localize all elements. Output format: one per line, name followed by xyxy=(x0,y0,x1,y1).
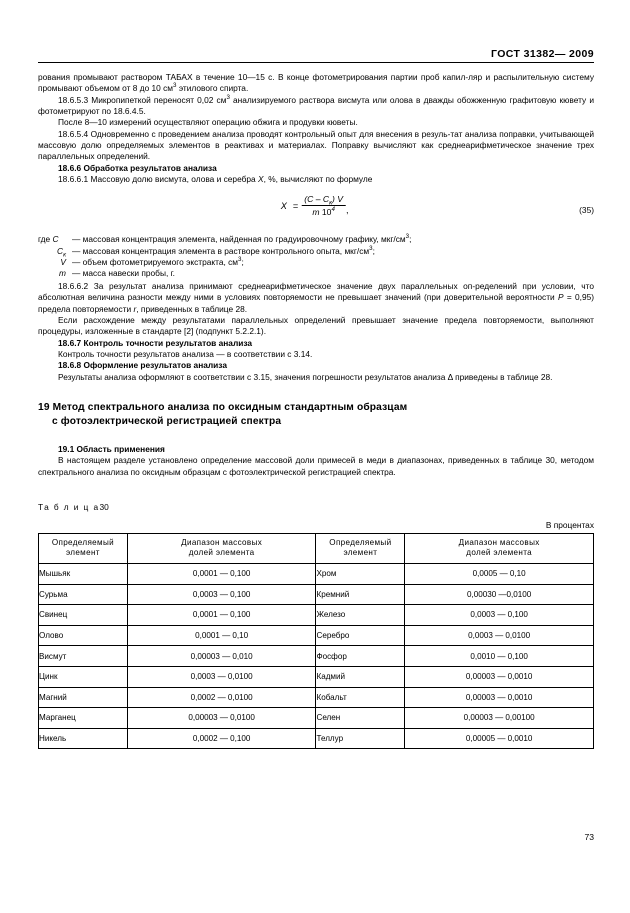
table-header-row xyxy=(39,533,594,563)
superscript-cubic: 3 xyxy=(405,233,410,241)
paragraph-19-1-body: В настоящем разделе установлено определение массовой доли примесей в меди в диапазонах, приведенных в таблице 30, методом спектрального анализа по оксидным образцам с фотоэлектрической регистрацией спектра. xyxy=(38,455,594,477)
cell-element-left: Цинк xyxy=(39,666,128,687)
cell-range-left: 0,0003 — 0,100 xyxy=(127,584,316,605)
legend-symbol xyxy=(38,268,72,279)
cell-range-left: 0,0001 — 0,100 xyxy=(127,605,316,626)
cell-element-right: Селен xyxy=(316,708,405,729)
header-range-left xyxy=(127,533,316,563)
legend-definition-tail: ; xyxy=(372,245,375,256)
paragraph-18-6-5-3-pre: 18.6.5.3 Микропипеткой переносят 0,02 см xyxy=(58,94,227,105)
cell-range-right: 0,00030 —0,0100 xyxy=(405,584,594,605)
cell-element-right: Железо xyxy=(316,605,405,626)
heading-19-1: 19.1 Область применения xyxy=(58,443,165,454)
paragraph-18-6-6-2-post: , приведенных в таблице 28. xyxy=(136,303,248,314)
cell-element-left: Марганец xyxy=(39,708,128,729)
paragraph-18-6-8-pre: Результаты анализа оформляют в соответствии с 3.15, значения погрешности результатов анализа xyxy=(58,371,448,382)
cell-range-left: 0,0003 — 0,0100 xyxy=(127,666,316,687)
table-caption-word: Та б л и ц а xyxy=(38,501,100,512)
cell-element-left: Магний xyxy=(39,687,128,708)
formula-lhs: X xyxy=(280,200,287,211)
paragraph-measurements: После 8—10 измерений осуществляют операцию обжига и продувки кюветы. xyxy=(58,117,358,128)
cell-range-left: 0,0001 — 0,10 xyxy=(127,625,316,646)
header-range-right xyxy=(405,533,594,563)
legend-symbol-glyph: C xyxy=(57,245,64,256)
formula-numerator-pre: (C – C xyxy=(304,194,330,205)
cell-element-left: Мышьяк xyxy=(39,563,128,584)
paragraph-continued-line2-post: этилового спирта. xyxy=(176,83,249,94)
cell-range-right: 0,00003 — 0,0010 xyxy=(405,687,594,708)
paragraph-continued-line1: рования промывают раствором ТАБАХ в течение 10—15 с. В конце фотометрирования партии проб капил- xyxy=(38,72,469,82)
section-19-title-line1: 19 Метод спектрального анализа по оксидным стандартным образцам xyxy=(38,401,408,413)
cell-element-right: Кадмий xyxy=(316,666,405,687)
table-row xyxy=(39,625,594,646)
header-range-left-l1: Диапазон массовых xyxy=(181,537,263,547)
header-range-left-l2: долей элемента xyxy=(188,548,255,558)
superscript-cubic: 3 xyxy=(238,255,242,263)
formula-denominator xyxy=(301,206,346,217)
legend-symbol-glyph: V xyxy=(60,256,66,267)
table-row xyxy=(39,584,594,605)
paragraph-18-6-5-3-post: анализируемого раствора висмута или олова в дважды обожженную графитовую кювету и фотометрируют по 18.6.4.5. xyxy=(38,94,594,117)
formula-denominator-base: 10 xyxy=(321,207,332,218)
legend-definition-text: — объем фотометрируемого экстракта, см xyxy=(72,256,239,267)
cell-range-right: 0,00005 — 0,0010 xyxy=(405,728,594,749)
running-header: ГОСТ 31382— 2009 xyxy=(490,48,594,60)
cell-element-right: Кремний xyxy=(316,584,405,605)
cell-element-left: Никель xyxy=(39,728,128,749)
heading-18-6-6: 18.6.6 Обработка результатов анализа xyxy=(58,162,217,173)
section-19-title xyxy=(38,401,594,430)
paragraph-18-6-5-4: 18.6.5.4 Одновременно с проведением анализа проводят контрольный опыт для внесения в резуль-тат анализа поправки, учитывающей массовую долю определяемых элементов в реактивах и материалах. Поправку вычисляют как среднеарифметическое значение трех параллельных определений. xyxy=(38,128,594,162)
formula-numerator xyxy=(301,194,346,206)
paragraph-continued-line2-pre: ляр и распылительную систему промывают объемом от 8 до 10 см xyxy=(38,72,594,94)
formula-denominator-m: m xyxy=(312,207,320,218)
legend-intro-word: где xyxy=(38,234,51,245)
variable-x: X xyxy=(258,174,264,185)
formula-legend xyxy=(38,234,594,278)
header-divider xyxy=(38,62,594,63)
superscript-cubic: 3 xyxy=(226,93,230,101)
table-row xyxy=(39,687,594,708)
paragraph-18-6-6-1-pre: 18.6.6.1 Массовую долю висмута, олова и серебра xyxy=(58,174,258,185)
header-element-left xyxy=(39,533,128,563)
formula-number: (35) xyxy=(579,205,594,216)
legend-row xyxy=(38,246,594,257)
cell-range-right: 0,0010 — 0,100 xyxy=(405,646,594,667)
legend-symbol xyxy=(38,257,72,268)
cell-range-right: 0,0005 — 0,10 xyxy=(405,563,594,584)
formula-block xyxy=(38,192,594,228)
cell-range-left: 0,0001 — 0,100 xyxy=(127,563,316,584)
cell-range-left: 0,00003 — 0,0100 xyxy=(127,708,316,729)
legend-symbol-glyph: m xyxy=(59,267,66,278)
formula-numerator-post: ) V xyxy=(332,194,343,205)
cell-range-left: 0,00003 — 0,010 xyxy=(127,646,316,667)
page-content xyxy=(38,0,594,749)
symbol-delta: Δ xyxy=(447,371,453,382)
heading-18-6-7: 18.6.7 Контроль точности результатов анализа xyxy=(58,337,253,348)
cell-element-left: Олово xyxy=(39,625,128,646)
formula-trailing-comma: , xyxy=(345,205,349,216)
formula-numerator-sub: к xyxy=(329,200,333,208)
legend-row xyxy=(38,234,594,245)
formula-denominator-exponent: 4 xyxy=(331,206,335,214)
table-caption xyxy=(38,502,594,512)
page-number: 73 xyxy=(584,832,594,842)
heading-18-6-8: 18.6.8 Оформление результатов анализа xyxy=(58,360,227,371)
header-range-right-l2: долей элемента xyxy=(466,548,533,558)
legend-symbol-subscript: к xyxy=(63,251,66,259)
header-element-left-l1: Определяемый xyxy=(51,537,114,547)
table-30 xyxy=(38,533,594,749)
legend-row xyxy=(38,257,594,268)
paragraph-repeatability: Если расхождение между результатами параллельных определений превышает значение предела повторяемости, выполняют процедуры, изложенные в стандарте [2] (подпункт 5.2.2.1). xyxy=(38,314,594,337)
paragraph-18-6-5-3 xyxy=(38,95,594,118)
table-body xyxy=(39,563,594,748)
cell-element-right: Серебро xyxy=(316,625,405,646)
header-range-right-l1: Диапазон массовых xyxy=(458,537,540,547)
paragraph-18-6-8-body xyxy=(38,372,594,383)
legend-symbol xyxy=(38,246,72,257)
legend-symbol xyxy=(38,234,72,245)
cell-element-left: Свинец xyxy=(39,605,128,626)
table-row xyxy=(39,563,594,584)
table-caption-number: 30 xyxy=(99,501,109,512)
formula-equals: = xyxy=(292,200,299,211)
cell-element-right: Фосфор xyxy=(316,646,405,667)
paragraph-18-6-6-2-pre: 18.6.6.2 За результат анализа принимают среднеарифметическое значение двух параллельных оп-ределений при условии, что абсолютная величина разности между ними в условиях повторяемости не превышает значений (при доверительной вероятности xyxy=(38,280,594,303)
paragraph-18-6-6-1 xyxy=(38,174,594,185)
paragraph-continued xyxy=(38,72,594,95)
table-units-note: В процентах xyxy=(545,519,594,530)
legend-definition xyxy=(72,257,594,268)
paragraph-18-6-6-2 xyxy=(38,281,594,315)
legend-definition-tail: ; xyxy=(241,256,244,267)
cell-element-right: Теллур xyxy=(316,728,405,749)
table-row xyxy=(39,646,594,667)
legend-definition-text: — массовая концентрация элемента в растворе контрольного опыта, мкг/см xyxy=(72,245,370,256)
legend-definition-text: — масса навески пробы, г. xyxy=(72,267,175,278)
header-element-right-l1: Определяемый xyxy=(329,537,392,547)
header-element-left-l2: элемент xyxy=(65,548,100,558)
cell-range-right: 0,00003 — 0,0010 xyxy=(405,666,594,687)
table-row xyxy=(39,666,594,687)
cell-element-left: Висмут xyxy=(39,646,128,667)
cell-range-right: 0,0003 — 0,100 xyxy=(405,605,594,626)
paragraph-18-6-6-1-post: , %, вычисляют по формуле xyxy=(263,174,373,185)
table-row xyxy=(39,708,594,729)
cell-range-right: 0,0003 — 0,0100 xyxy=(405,625,594,646)
legend-definition xyxy=(72,268,594,279)
table-row xyxy=(39,728,594,749)
legend-definition xyxy=(72,234,594,245)
cell-range-right: 0,00003 — 0,00100 xyxy=(405,708,594,729)
cell-range-left: 0,0002 — 0,0100 xyxy=(127,687,316,708)
variable-p: P xyxy=(557,292,564,303)
paragraph-18-6-6-2-mid: = 0,95) предела повторяемости xyxy=(38,292,594,314)
formula-35 xyxy=(281,194,349,217)
legend-symbol-glyph: C xyxy=(52,234,59,245)
formula-fraction xyxy=(301,194,346,217)
legend-definition-tail: ; xyxy=(409,234,412,245)
paragraph-18-6-7-body: Контроль точности результатов анализа — в соответствии с 3.14. xyxy=(58,348,313,359)
legend-definition xyxy=(72,246,594,257)
header-element-right-l2: элемент xyxy=(343,548,378,558)
table-head xyxy=(39,533,594,563)
section-19-title-line2: с фотоэлектрической регистрацией спектра xyxy=(52,416,282,428)
variable-r: r xyxy=(133,303,137,314)
cell-element-left: Сурьма xyxy=(39,584,128,605)
table-row xyxy=(39,605,594,626)
legend-definition-text: — массовая концентрация элемента, найденная по градуировочному графику, мкг/см xyxy=(72,234,406,245)
cell-range-left: 0,0002 — 0,100 xyxy=(127,728,316,749)
header-element-right xyxy=(316,533,405,563)
cell-element-right: Хром xyxy=(316,563,405,584)
legend-row xyxy=(38,268,594,279)
paragraph-18-6-8-post: приведены в таблице 28. xyxy=(452,371,553,382)
superscript-cubic: 3 xyxy=(369,244,373,252)
superscript-cubic: 3 xyxy=(173,82,177,90)
cell-element-right: Кобальт xyxy=(316,687,405,708)
